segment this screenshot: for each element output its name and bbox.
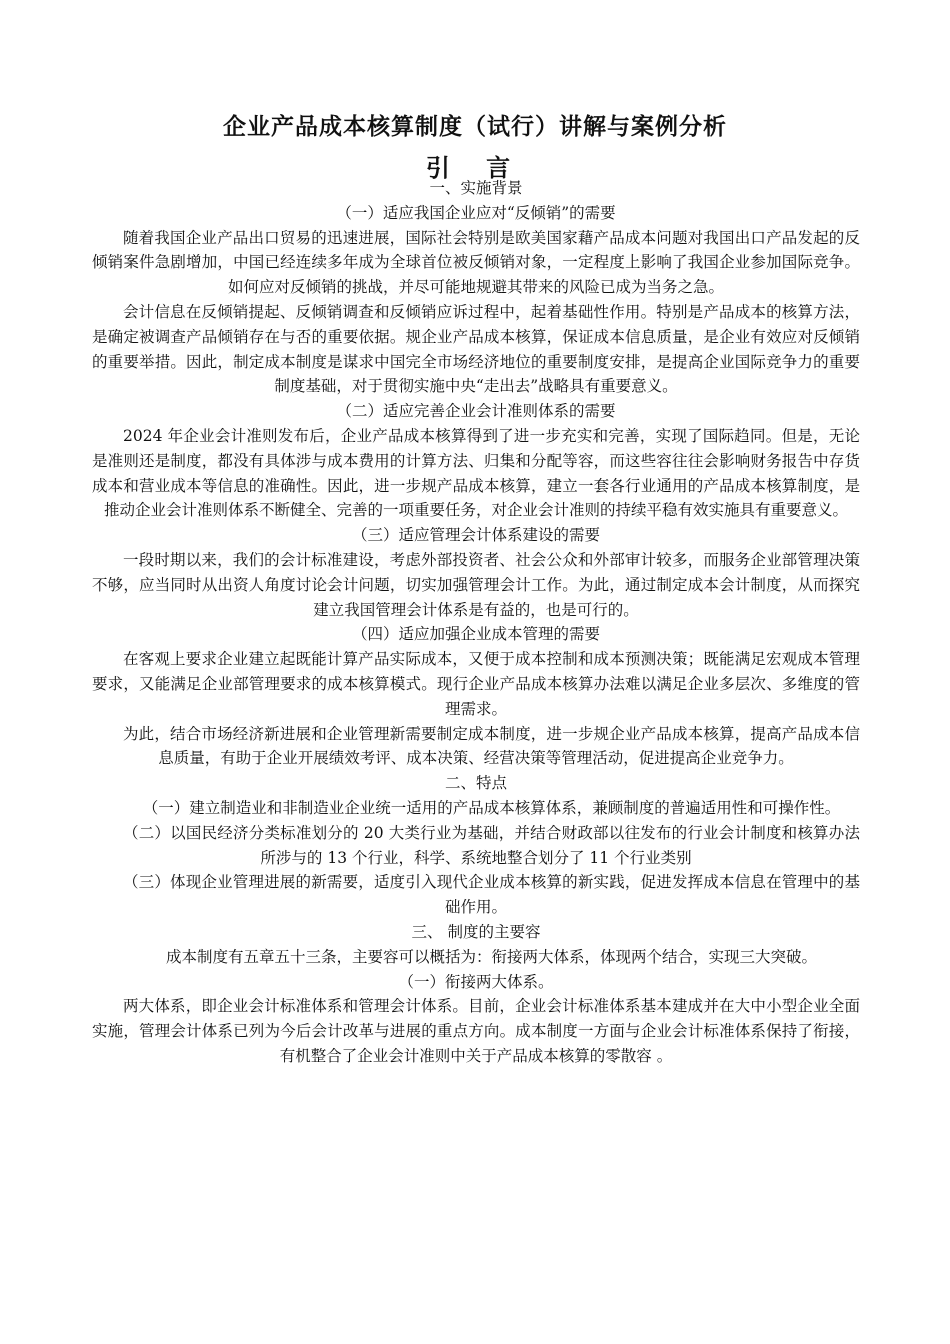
subsection-heading: （一）适应我国企业应对“反倾销”的需要 — [336, 203, 616, 222]
subsection-heading: （一）衔接两大体系。 — [398, 972, 554, 991]
document-subtitle: 引 言 — [425, 154, 525, 182]
subsection-heading: （三）适应管理会计体系建设的需要 — [351, 526, 600, 545]
paragraph: 为此，结合市场经济新进展和企业管理新需要制定成本制度，进一步规企业产品成本核算，提高产品成本信息质量，有助于企业开展绩效考评、成本决策、经营决策等管理活动，促进提高企业竞争力。 — [123, 724, 860, 768]
paragraph: （一）建立制造业和非制造业企业统一适用的产品成本核算体系，兼顾制度的普遍适用性和可操作性。 — [142, 798, 841, 817]
paragraph: 两大体系，即企业会计标准体系和管理会计体系。目前，企业会计标准体系基本建成并在大中小型企业全面实施，管理会计体系已列为今后会计改革与进展的重点方向。成本制度一方面与企业会计标准体系保持了衔接，有机整合了企业会计准则中关于产品成本核算的零散容 。 — [92, 997, 860, 1065]
section-heading: 三、 制度的主要容 — [411, 922, 541, 941]
document-title: 企业产品成本核算制度（试行）讲解与案例分析 — [223, 114, 727, 140]
paragraph: （二）以国民经济分类标准划分的 20 大类行业为基础，并结合财政部以往发布的行业会计制度和核算办法所涉与的 13 个行业，科学、系统地整合划分了 11 个行业类别 — [123, 823, 860, 867]
paragraph: 在客观上要求企业建立起既能计算产品实际成本，又便于成本控制和成本预测决策；既能满足宏观成本管理要求，又能满足企业部管理要求的成本核算模式。现行企业产品成本核算办法难以满足企业多层次、多维度的管理需求。 — [92, 650, 860, 718]
section-heading: 二、特点 — [444, 774, 507, 793]
document-body — [92, 176, 860, 1069]
paragraph: （三）体现企业管理进展的新需要，适度引入现代企业成本核算的新实践，促进发挥成本信息在管理中的基础作用。 — [123, 873, 860, 917]
paragraph: 随着我国企业产品出口贸易的迅速进展，国际社会特别是欧美国家藉产品成本问题对我国出口产品发起的反倾销案件急剧增加，中国已经连续多年成为全球首位被反倾销对象，一定程度上影响了我国企业参加国际竞争。如何应对反倾销的挑战，并尽可能地规避其带来的风险已成为当务之急。 — [92, 228, 860, 297]
paragraph: 2024 年企业会计准则发布后，企业产品成本核算得到了进一步充实和完善，实现了国际趋同。但是，无论是准则还是制度，都没有具体涉与成本费用的计算方法、归集和分配等容，而这些容往往会影响财务报告中存货成本和营业成本等信息的准确性。因此，进一步规产品成本核算，建立一套各行业通用的产品成本核算制度，是推动企业会计准则体系不断健全、完善的一项重要任务，对企业会计准则的持续平稳有效实施具有重要意义。 — [92, 426, 860, 520]
section-heading: 一、实施背景 — [429, 179, 523, 197]
paragraph: 会计信息在反倾销提起、反倾销调查和反倾销应诉过程中，起着基础性作用。特别是产品成本的核算方法，是确定被调查产品倾销存在与否的重要依据。规企业产品成本核算，保证成本信息质量，是企业有效应对反倾销的重要举措。因此，制定成本制度是谋求中国完全市场经济地位的重要制度安排，是提高企业国际竞争力的重要制度基础，对于贯彻实施中央“走出去”战略具有重要意义。 — [92, 302, 860, 396]
subsection-heading: （四）适应加强企业成本管理的需要 — [351, 625, 600, 644]
paragraph: 一段时期以来，我们的会计标准建设，考虑外部投资者、社会公众和外部审计较多，而服务企业部管理决策不够，应当同时从出资人角度讨论会计问题，切实加强管理会计工作。为此，通过制定成本会计制度，从而探究建立我国管理会计体系是有益的，也是可行的。 — [92, 550, 860, 619]
paragraph: 成本制度有五章五十三条，主要容可以概括为：衔接两大体系，体现两个结合，实现三大突破。 — [165, 947, 817, 966]
subsection-heading: （二）适应完善企业会计准则体系的需要 — [336, 402, 616, 421]
